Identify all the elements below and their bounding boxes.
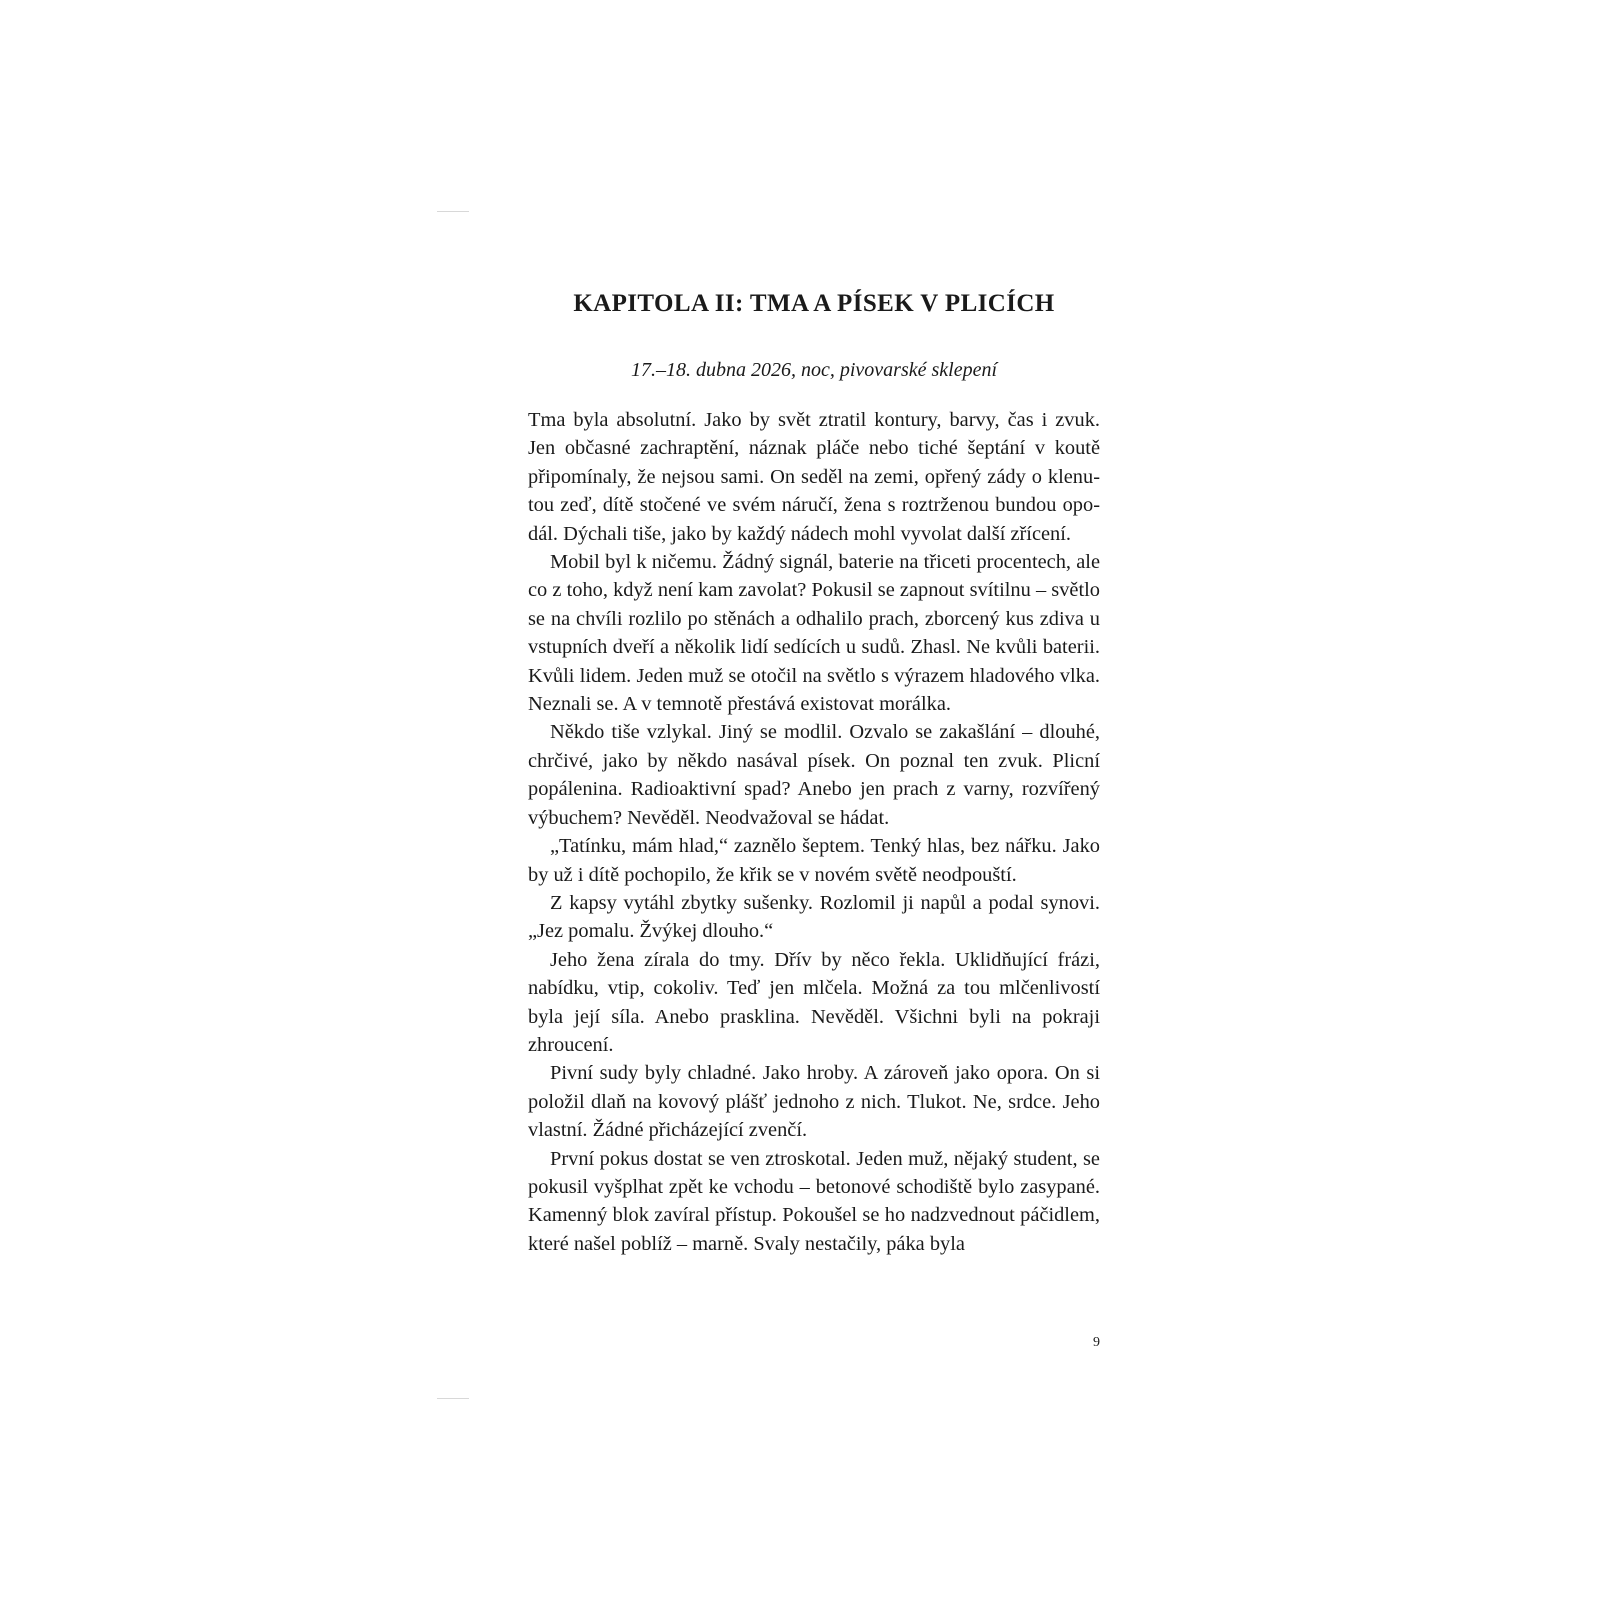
paragraph: První pokus dostat se ven ztroskotal. Jeden muž, nějaký student, se pokusil vyšplhat zpět ke vchodu – betonové schodiště bylo zasypané. Kamenný blok zavíral přístup. Pokoušel se ho nadzvednout páčidlem, které našel poblíž – marně. Svaly nestačily, páka byla	[528, 1147, 1100, 1255]
paragraph: Jeho žena zírala do tmy. Dřív by něco řekla. Uklidňující frázi, nabídku, vtip, cokoliv. Teď jen mlčela. Možná za tou mlčenlivostí byla její síla. Anebo prasklina. Nevěděl. Všichni byli na pokraji zhroucení.	[528, 948, 1100, 1056]
paragraph: Tma byla absolutní. Jako by svět ztratil kontury, barvy, čas i zvuk. Jen občasné zachraptění, náznak pláče nebo tiché šeptání v koutě připomínaly, že nejsou sami. On seděl na zemi, opřený zády o klenutou zeď, dítě stočené ve svém náručí, žena s roztrženou bundou opodál. Dýchali tiše, jako by každý nádech mohl vyvolat další zřícení.	[528, 409, 1100, 545]
book-page	[528, 0, 1100, 1600]
paragraph: „Tatínku, mám hlad,“ zaznělo šeptem. Tenký hlas, bez nářku. Jako by už i dítě pochopilo, že křik se v novém světě neodpouští.	[528, 835, 1100, 886]
paragraph: Pivní sudy byly chladné. Jako hroby. A zároveň jako opora. On si položil dlaň na kovový plášť jednoho z nich. Tlukot. Ne, srdce. Jeho vlastní. Žádné přicházející zvenčí.	[528, 1062, 1100, 1142]
body-text	[528, 406, 1100, 1258]
paragraph: Někdo tiše vzlykal. Jiný se modlil. Ozvalo se zakašlání – dlouhé, chrčivé, jako by někdo nasával písek. On poznal ten zvuk. Plicní popálenina. Radioaktivní spad? Anebo jen prach z varny, rozvířený výbuchem? Nevěděl. Neodvažoval se hádat.	[528, 721, 1100, 829]
crop-mark-top	[437, 211, 469, 212]
chapter-date-location: 17.–18. dubna 2026, noc, pivovarské sklepení	[630, 359, 998, 381]
chapter-title: KAPITOLA II: TMA A PÍSEK V PLICÍCH	[573, 290, 1055, 317]
page-number: 9	[1093, 1335, 1100, 1350]
paragraph: Z kapsy vytáhl zbytky sušenky. Rozlomil ji napůl a podal synovi. „Jez pomalu. Žvýkej dlouho.“	[528, 891, 1100, 943]
paragraph: Mobil byl k ničemu. Žádný signál, baterie na třiceti procentech, ale co z toho, když není kam zavolat? Pokusil se zapnout svítilnu – světlo se na chvíli rozlilo po stěnách a odhalilo prach, zborcený kus zdiva u vstupních dveří a několik lidí sedících u sudů. Zhasl. Ne kvůli baterii. Kvůli lidem. Jeden muž se otočil na světlo s výrazem hladového vlka. Neznali se. A v temnotě přestává existovat morálka.	[528, 551, 1100, 716]
crop-mark-bottom	[437, 1398, 469, 1399]
